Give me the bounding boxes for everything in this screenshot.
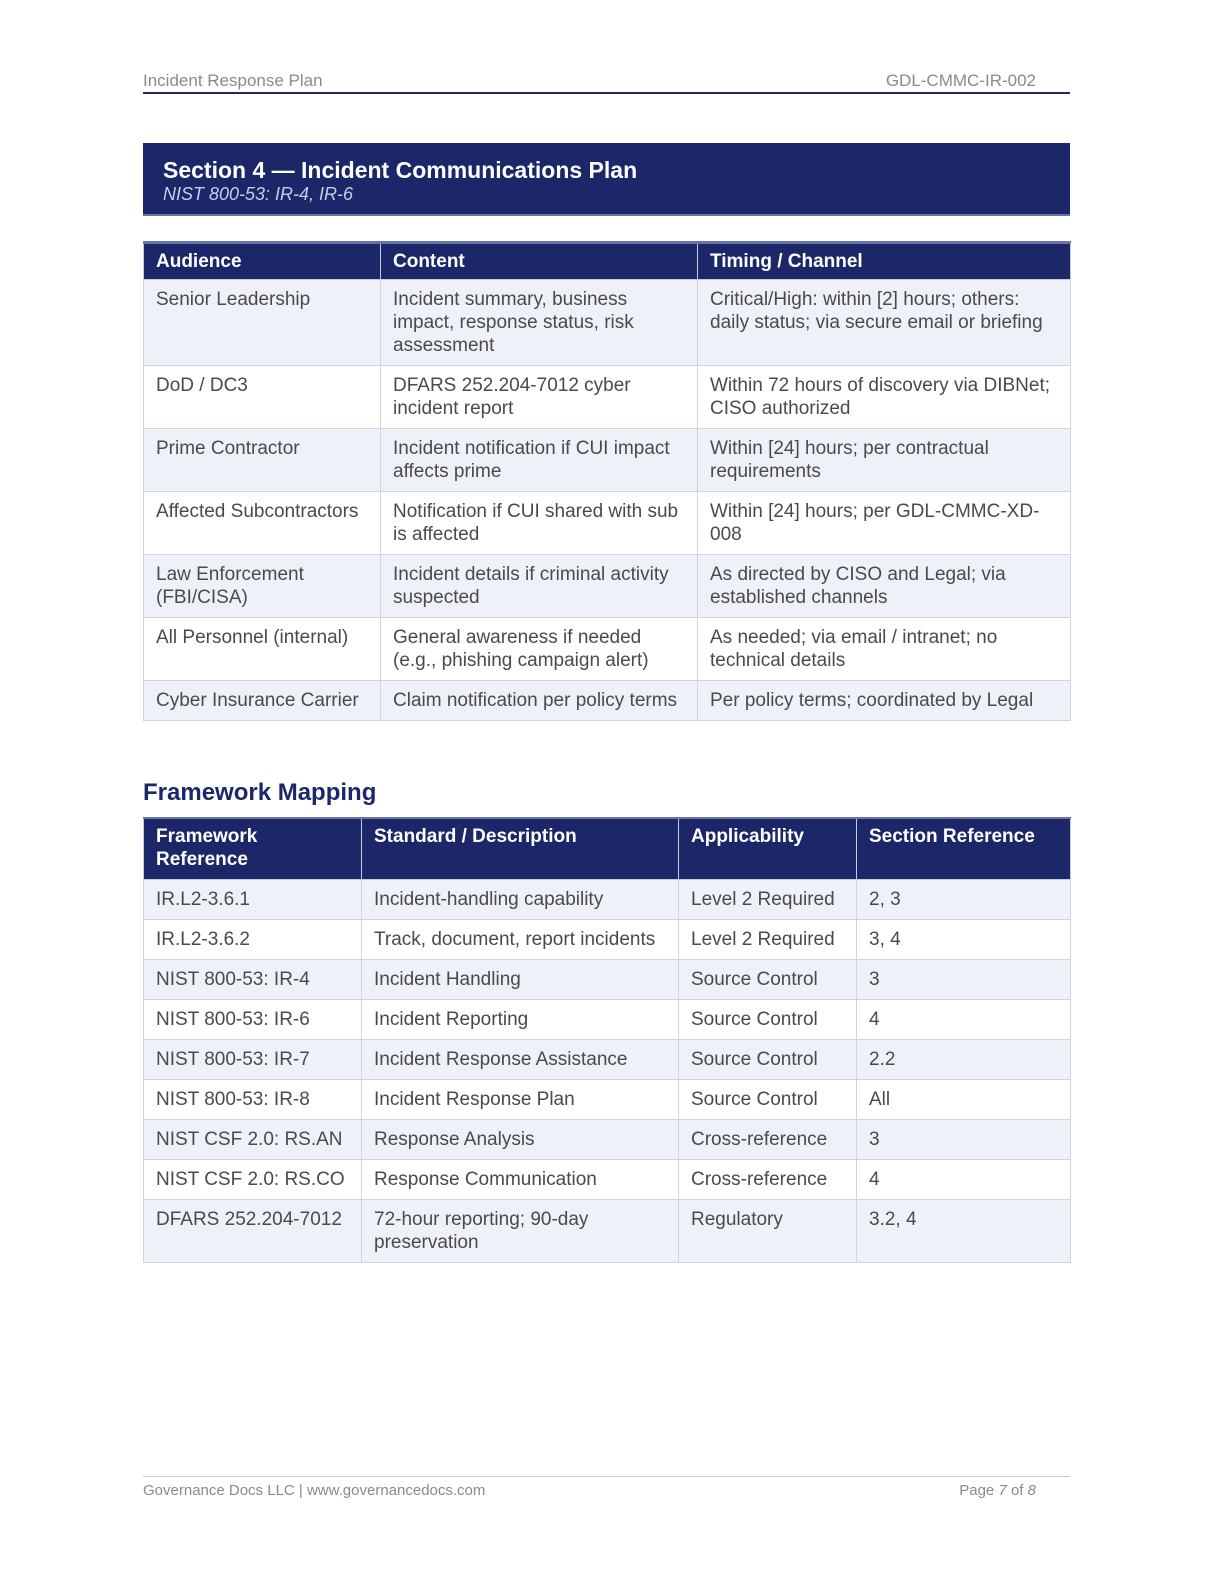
table-cell: Cyber Insurance Carrier xyxy=(144,681,381,721)
table-row xyxy=(144,1120,1071,1160)
table-row xyxy=(144,1080,1071,1120)
table-cell: Claim notification per policy terms xyxy=(381,681,698,721)
page-footer xyxy=(143,1476,1070,1499)
column-header: Applicability xyxy=(679,818,857,880)
table-row xyxy=(144,920,1071,960)
table-row xyxy=(144,1160,1071,1200)
table-cell: As needed; via email / intranet; no technical details xyxy=(698,618,1071,681)
table-cell: Law Enforcement (FBI/CISA) xyxy=(144,555,381,618)
table-cell: NIST CSF 2.0: RS.AN xyxy=(144,1120,362,1160)
total-pages: 8 xyxy=(1027,1482,1036,1499)
table-cell: Notification if CUI shared with sub is affected xyxy=(381,492,698,555)
table-cell: NIST 800-53: IR-4 xyxy=(144,960,362,1000)
table-cell: 2, 3 xyxy=(857,880,1071,920)
column-header: Section Reference xyxy=(857,818,1071,880)
table-row xyxy=(144,492,1071,555)
table-cell: All Personnel (internal) xyxy=(144,618,381,681)
table-cell: Level 2 Required xyxy=(679,920,857,960)
table-cell: Critical/High: within [2] hours; others: daily status; via secure email or briefing xyxy=(698,280,1071,366)
table-cell: 2.2 xyxy=(857,1040,1071,1080)
table-row xyxy=(144,280,1071,366)
page-number xyxy=(959,1482,1036,1499)
table-cell: NIST 800-53: IR-7 xyxy=(144,1040,362,1080)
table-cell: 3.2, 4 xyxy=(857,1200,1071,1263)
table-cell: Within [24] hours; per GDL-CMMC-XD-008 xyxy=(698,492,1071,555)
section-title: Section 4 — Incident Communications Plan xyxy=(163,157,638,183)
table-cell: Cross-reference xyxy=(679,1160,857,1200)
table-cell: Track, document, report incidents xyxy=(362,920,679,960)
table-cell: IR.L2-3.6.2 xyxy=(144,920,362,960)
table-row xyxy=(144,1000,1071,1040)
table-cell: Source Control xyxy=(679,1080,857,1120)
column-header: Standard / Description xyxy=(362,818,679,880)
table-row xyxy=(144,618,1071,681)
table-cell: 4 xyxy=(857,1000,1071,1040)
table-cell: General awareness if needed (e.g., phishing campaign alert) xyxy=(381,618,698,681)
table-cell: Source Control xyxy=(679,1040,857,1080)
table-cell: 3 xyxy=(857,1120,1071,1160)
table-row xyxy=(144,1040,1071,1080)
table-row xyxy=(144,429,1071,492)
framework-mapping-table xyxy=(143,817,1071,1263)
document-id: GDL-CMMC-IR-002 xyxy=(885,71,1036,90)
table-cell: Senior Leadership xyxy=(144,280,381,366)
table-header-row xyxy=(144,818,1071,880)
table-cell: Response Analysis xyxy=(362,1120,679,1160)
column-header: Audience xyxy=(144,243,381,280)
page-of-label: of xyxy=(1010,1482,1024,1499)
column-header: Framework Reference xyxy=(144,818,362,880)
table-cell: 4 xyxy=(857,1160,1071,1200)
table-cell: All xyxy=(857,1080,1071,1120)
table-cell: NIST CSF 2.0: RS.CO xyxy=(144,1160,362,1200)
table-cell: Incident Response Plan xyxy=(362,1080,679,1120)
table-cell: Level 2 Required xyxy=(679,880,857,920)
column-header: Timing / Channel xyxy=(698,243,1071,280)
section-subtitle: NIST 800-53: IR-4, IR-6 xyxy=(163,184,354,204)
table-cell: 72-hour reporting; 90-day preservation xyxy=(362,1200,679,1263)
page-header xyxy=(143,70,1070,94)
table-cell: DFARS 252.204-7012 xyxy=(144,1200,362,1263)
column-header: Content xyxy=(381,243,698,280)
table-row xyxy=(144,880,1071,920)
table-cell: Response Communication xyxy=(362,1160,679,1200)
table-row xyxy=(144,366,1071,429)
current-page: 7 xyxy=(998,1482,1007,1499)
table-cell: Within 72 hours of discovery via DIBNet; CISO authorized xyxy=(698,366,1071,429)
table-cell: Cross-reference xyxy=(679,1120,857,1160)
table-cell: Prime Contractor xyxy=(144,429,381,492)
table-row xyxy=(144,681,1071,721)
table-cell: Regulatory xyxy=(679,1200,857,1263)
table-row xyxy=(144,1200,1071,1263)
framework-mapping-heading: Framework Mapping xyxy=(143,779,377,806)
table-cell: Incident Response Assistance xyxy=(362,1040,679,1080)
table-cell: As directed by CISO and Legal; via established channels xyxy=(698,555,1071,618)
table-cell: Affected Subcontractors xyxy=(144,492,381,555)
document-title: Incident Response Plan xyxy=(143,71,323,90)
table-cell: IR.L2-3.6.1 xyxy=(144,880,362,920)
table-cell: NIST 800-53: IR-8 xyxy=(144,1080,362,1120)
table-cell: Source Control xyxy=(679,1000,857,1040)
table-cell: DoD / DC3 xyxy=(144,366,381,429)
table-cell: Within [24] hours; per contractual requirements xyxy=(698,429,1071,492)
communications-table xyxy=(143,241,1071,721)
table-cell: Incident Reporting xyxy=(362,1000,679,1040)
table-cell: Incident-handling capability xyxy=(362,880,679,920)
page-label: Page xyxy=(959,1482,995,1499)
table-cell: Incident notification if CUI impact affects prime xyxy=(381,429,698,492)
table-cell: Incident summary, business impact, response status, risk assessment xyxy=(381,280,698,366)
table-cell: 3 xyxy=(857,960,1071,1000)
table-cell: Incident details if criminal activity suspected xyxy=(381,555,698,618)
table-cell: Source Control xyxy=(679,960,857,1000)
table-cell: DFARS 252.204-7012 cyber incident report xyxy=(381,366,698,429)
table-row xyxy=(144,960,1071,1000)
section-banner xyxy=(143,143,1070,216)
table-cell: 3, 4 xyxy=(857,920,1071,960)
footer-company: Governance Docs LLC | www.governancedocs.com xyxy=(143,1482,486,1499)
table-cell: Per policy terms; coordinated by Legal xyxy=(698,681,1071,721)
table-cell: Incident Handling xyxy=(362,960,679,1000)
table-cell: NIST 800-53: IR-6 xyxy=(144,1000,362,1040)
table-row xyxy=(144,555,1071,618)
table-header-row xyxy=(144,243,1071,280)
